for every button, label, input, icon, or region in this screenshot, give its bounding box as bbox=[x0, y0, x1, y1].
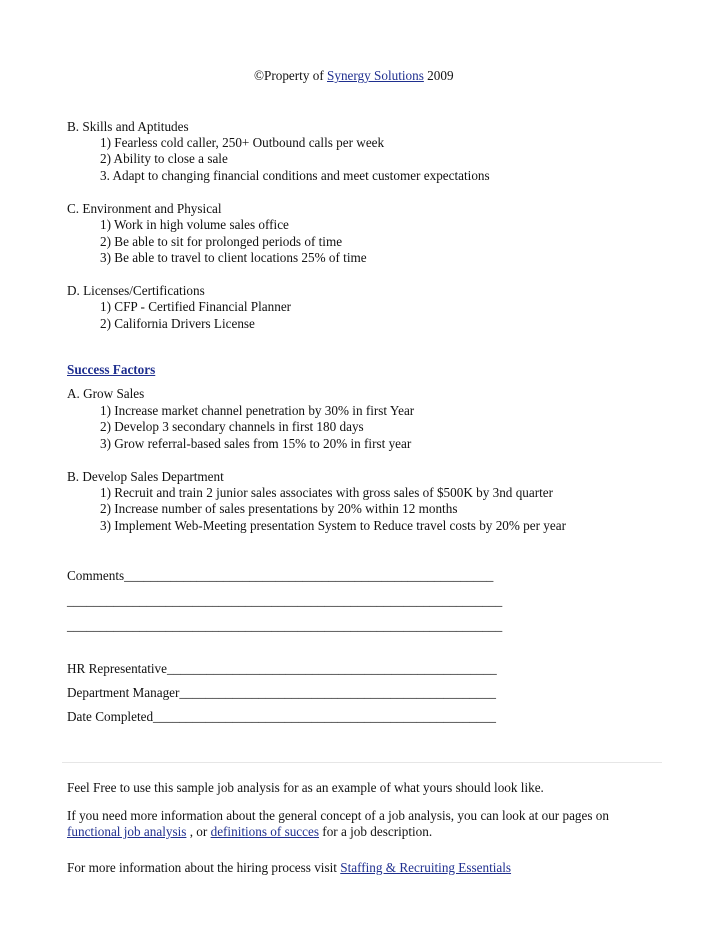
staffing-recruiting-link[interactable]: Staffing & Recruiting Essentials bbox=[340, 860, 512, 875]
list-item: 2) Ability to close a sale bbox=[100, 151, 228, 166]
footer-note: Feel Free to use this sample job analysis for as an example of what yours should look like. bbox=[67, 780, 544, 795]
skills-heading: B. Skills and Aptitudes bbox=[67, 119, 189, 134]
copyright-prefix: ©Property of bbox=[254, 68, 328, 83]
list-item: 1) Recruit and train 2 junior sales associates with gross sales of $500K by 3nd quarter bbox=[100, 485, 554, 500]
footer-hiring-line bbox=[67, 860, 511, 876]
footer-line-tail: for a job description. bbox=[319, 824, 433, 839]
list-item: 2) Be able to sit for prolonged periods of time bbox=[100, 234, 343, 249]
definitions-of-success-link[interactable]: definitions of succes bbox=[210, 824, 319, 839]
date-completed-field[interactable]: Date Completed____________________________________________________ bbox=[67, 709, 496, 724]
comments-blank-line[interactable]: __________________________________________________________________ bbox=[67, 593, 503, 608]
comments-blank-line[interactable]: __________________________________________________________________ bbox=[67, 618, 503, 633]
divider bbox=[62, 762, 662, 763]
footer-hiring-text: For more information about the hiring process visit bbox=[67, 860, 341, 875]
list-item: 3. Adapt to changing financial conditions and meet customer expectations bbox=[100, 168, 490, 183]
list-item: 3) Be able to travel to client locations 25% of time bbox=[100, 250, 367, 265]
company-link[interactable]: Synergy Solutions bbox=[327, 68, 424, 83]
hr-representative-field[interactable]: HR Representative__________________________________________________ bbox=[67, 661, 497, 676]
comments-field[interactable]: Comments________________________________________________________ bbox=[67, 568, 494, 583]
list-item: 1) CFP - Certified Financial Planner bbox=[100, 299, 292, 314]
functional-job-analysis-link[interactable]: functional job analysis bbox=[67, 824, 187, 839]
list-item: 3) Grow referral-based sales from 15% to 20% in first year bbox=[100, 436, 412, 451]
environment-heading: C. Environment and Physical bbox=[67, 201, 222, 216]
success-factors-title[interactable]: Success Factors bbox=[67, 362, 156, 377]
department-manager-field[interactable]: Department Manager________________________________________________ bbox=[67, 685, 496, 700]
list-item: 2) California Drivers License bbox=[100, 316, 255, 331]
list-item: 1) Increase market channel penetration by 30% in first Year bbox=[100, 403, 415, 418]
footer-info: If you need more information about the general concept of a job analysis, you can look at our pages on bbox=[67, 808, 609, 823]
copyright-header bbox=[254, 68, 454, 84]
list-item: 1) Work in high volume sales office bbox=[100, 217, 289, 232]
list-item: 2) Increase number of sales presentations by 20% within 12 months bbox=[100, 501, 458, 516]
grow-sales-heading: A. Grow Sales bbox=[67, 386, 145, 401]
list-item: 1) Fearless cold caller, 250+ Outbound calls per week bbox=[100, 135, 385, 150]
footer-separator: , or bbox=[186, 824, 211, 839]
list-item: 3) Implement Web-Meeting presentation System to Reduce travel costs by 20% per year bbox=[100, 518, 566, 533]
list-item: 2) Develop 3 secondary channels in first 180 days bbox=[100, 419, 364, 434]
footer-links-line bbox=[67, 824, 432, 840]
licenses-heading: D. Licenses/Certifications bbox=[67, 283, 205, 298]
develop-sales-heading: B. Develop Sales Department bbox=[67, 469, 224, 484]
copyright-year: 2009 bbox=[423, 68, 454, 83]
